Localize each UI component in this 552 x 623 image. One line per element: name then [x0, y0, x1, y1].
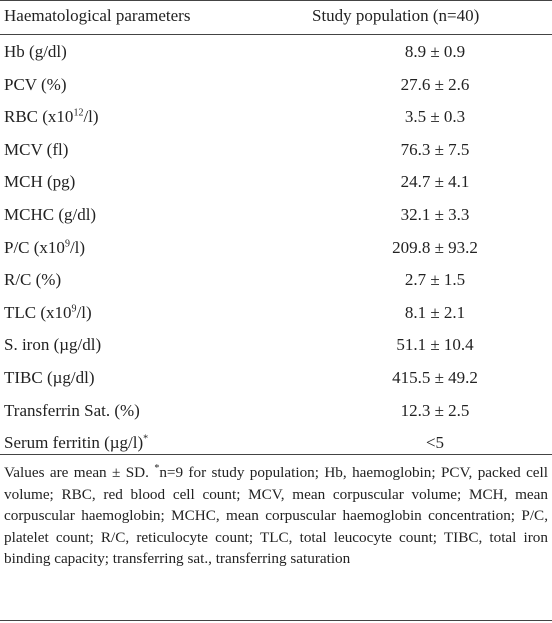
parameter-cell: [4, 238, 85, 258]
value-cell: <5: [425, 433, 445, 453]
table-row: [0, 364, 552, 397]
table-header: [0, 6, 552, 30]
table-body: [0, 38, 552, 462]
parameter-cell: [4, 401, 140, 421]
parameter-label: Serum ferritin (µg/l): [4, 433, 144, 453]
table-row: [0, 71, 552, 104]
table-row: [0, 234, 552, 267]
parameter-label: TIBC (µg/dl): [4, 367, 95, 387]
table-row: [0, 266, 552, 299]
value-cell: 2.7 ± 1.5: [404, 270, 466, 290]
value-cell: 8.9 ± 0.9: [404, 42, 466, 61]
parameter-label: MCV (fl): [4, 139, 69, 159]
parameter-label: MCHC (g/dl): [4, 204, 97, 224]
parameter-label-suffix: /l): [76, 302, 92, 322]
parameter-cell: [4, 140, 68, 160]
table-row: [0, 429, 552, 462]
parameter-label: Hb (g/dl): [4, 42, 67, 61]
table-footnote: [4, 462, 548, 570]
value-cell: 12.3 ± 2.5: [400, 400, 470, 420]
value-cell: 8.1 ± 2.1: [404, 302, 466, 322]
value-cell: 3.5 ± 0.3: [404, 107, 466, 127]
parameter-cell: [4, 368, 95, 388]
value-cell: 415.5 ± 49.2: [392, 367, 478, 387]
top-rule: [0, 0, 552, 1]
table-row: [0, 38, 552, 71]
parameter-label: Transferrin Sat. (%): [4, 400, 140, 420]
parameter-superscript: 9: [71, 303, 77, 315]
footnote-text-pre: Values are mean ± SD.: [4, 464, 155, 481]
value-cell: 27.6 ± 2.6: [400, 74, 470, 94]
parameter-cell: [4, 42, 67, 62]
value-cell: 76.3 ± 7.5: [400, 139, 470, 159]
table-row: [0, 397, 552, 430]
parameter-cell: [4, 172, 75, 192]
value-cell: 51.1 ± 10.4: [396, 335, 474, 355]
parameter-superscript: 9: [64, 237, 70, 249]
header-study-population: Study population (n=40): [312, 6, 480, 25]
bottom-rule: [0, 454, 552, 455]
parameter-label-suffix: /l): [69, 237, 86, 257]
parameter-cell: [4, 270, 61, 290]
header-rule: [0, 34, 552, 35]
parameter-label: RBC (x10: [4, 107, 74, 127]
footnote-rule: [0, 620, 552, 621]
parameter-cell: [4, 205, 96, 225]
parameter-cell: [4, 335, 101, 355]
footnote-text-post: n=9 for study population; Hb, haemoglobin; PCV, packed cell volume; RBC, red blood cell count; MCV, mean corpuscular volume; MCH, mean corpuscular haemoglobin; MCHC, mean corpuscular haemoglobin concentration; P/C, platelet count; R/C, reticulocyte count; TLC, total leucocyte count; TIBC, total iron binding capacity; transferring sat., transferring saturation: [4, 464, 548, 567]
parameter-label: R/C (%): [4, 270, 62, 290]
value-cell: 209.8 ± 93.2: [392, 237, 478, 257]
parameter-label: P/C (x10: [4, 237, 65, 257]
header-parameters: Haematological parameters: [4, 6, 191, 25]
value-cell: 32.1 ± 3.3: [400, 204, 470, 224]
parameter-label: TLC (x10: [4, 302, 72, 322]
table-row: [0, 201, 552, 234]
parameter-label-suffix: /l): [83, 107, 99, 127]
table-row: [0, 331, 552, 364]
table-row: [0, 168, 552, 201]
parameter-superscript: *: [143, 433, 149, 445]
parameter-cell: [4, 433, 148, 453]
value-cell: 24.7 ± 4.1: [400, 172, 470, 192]
parameter-cell: [4, 303, 92, 323]
table-row: [0, 299, 552, 332]
parameter-label: S. iron (µg/dl): [4, 335, 102, 355]
parameter-cell: [4, 107, 99, 127]
parameter-label: MCH (pg): [4, 172, 76, 192]
parameter-label: PCV (%): [4, 74, 67, 94]
table-row: [0, 136, 552, 169]
table-row: [0, 103, 552, 136]
parameter-superscript: 12: [73, 107, 84, 119]
parameter-cell: [4, 75, 67, 95]
footnote-asterisk: *: [154, 462, 160, 474]
